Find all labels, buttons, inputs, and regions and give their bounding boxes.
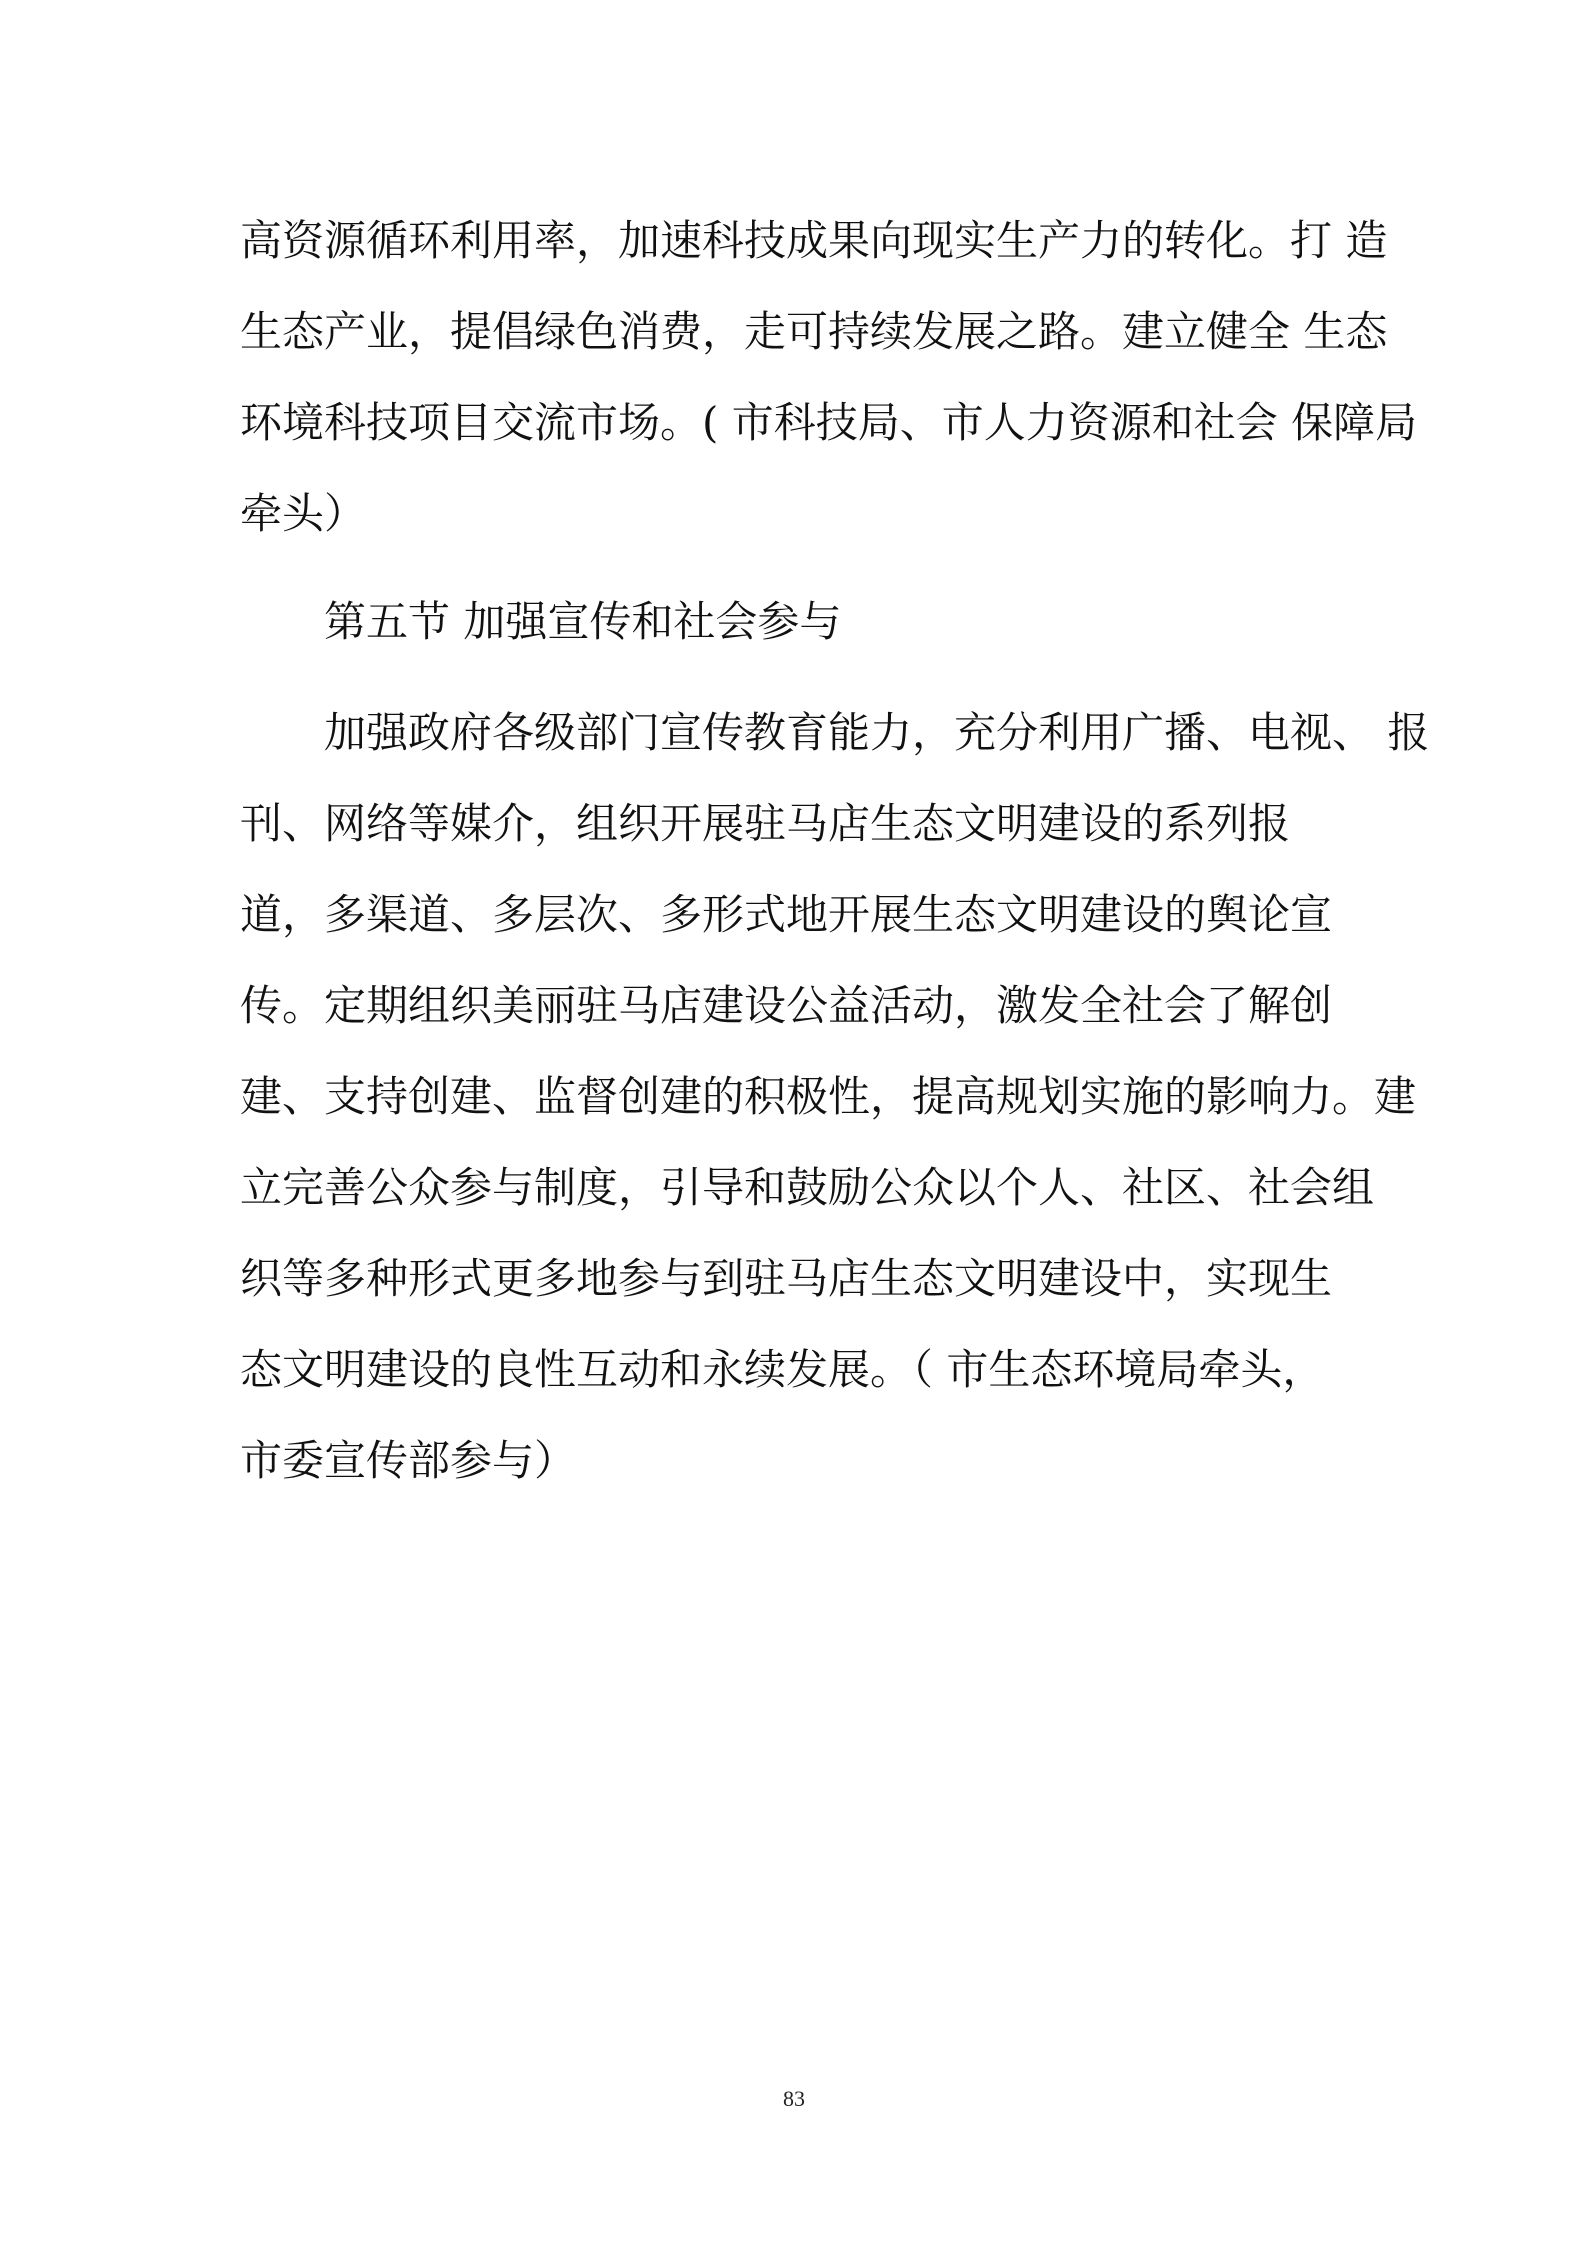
body-text-line: 刊、网络等媒介，组织开展驻马店生态文明建设的系列报 <box>240 799 1291 848</box>
body-text-line: 织等多种形式更多地参与到驻马店生态文明建设中，实现生 <box>240 1254 1333 1303</box>
body-text-line: 牵头） <box>240 489 367 538</box>
body-text-line: 建、支持创建、监督创建的积极性，提高规划实施的影响力。建 <box>240 1072 1417 1121</box>
body-text-line: 市委宣传部参与） <box>240 1436 577 1485</box>
body-text-line: 道，多渠道、多层次、多形式地开展生态文明建设的舆论宣 <box>240 890 1333 939</box>
page-number: 83 <box>783 2086 805 2111</box>
body-text-line: 立完善公众参与制度，引导和鼓励公众以个人、社区、社会组 <box>240 1163 1375 1212</box>
body-text-line: 环境科技项目交流市场。( 市科技局、市人力资源和社会 保障局 <box>240 398 1418 447</box>
body-text-line: 态文明建设的良性互动和永续发展。（ 市生态环境局牵头， <box>240 1345 1325 1394</box>
body-text-line: 生态产业，提倡绿色消费，走可持续发展之路。建立健全 生态 <box>240 307 1388 356</box>
body-text-line: 加强政府各级部门宣传教育能力，充分利用广播、电视、 报 <box>324 708 1430 757</box>
body-text-line: 高资源循环利用率，加速科技成果向现实生产力的转化。打 造 <box>240 216 1388 265</box>
body-text-line: 传。定期组织美丽驻马店建设公益活动，激发全社会了解创 <box>240 981 1333 1030</box>
section-heading: 第五节 加强宣传和社会参与 <box>324 597 842 646</box>
